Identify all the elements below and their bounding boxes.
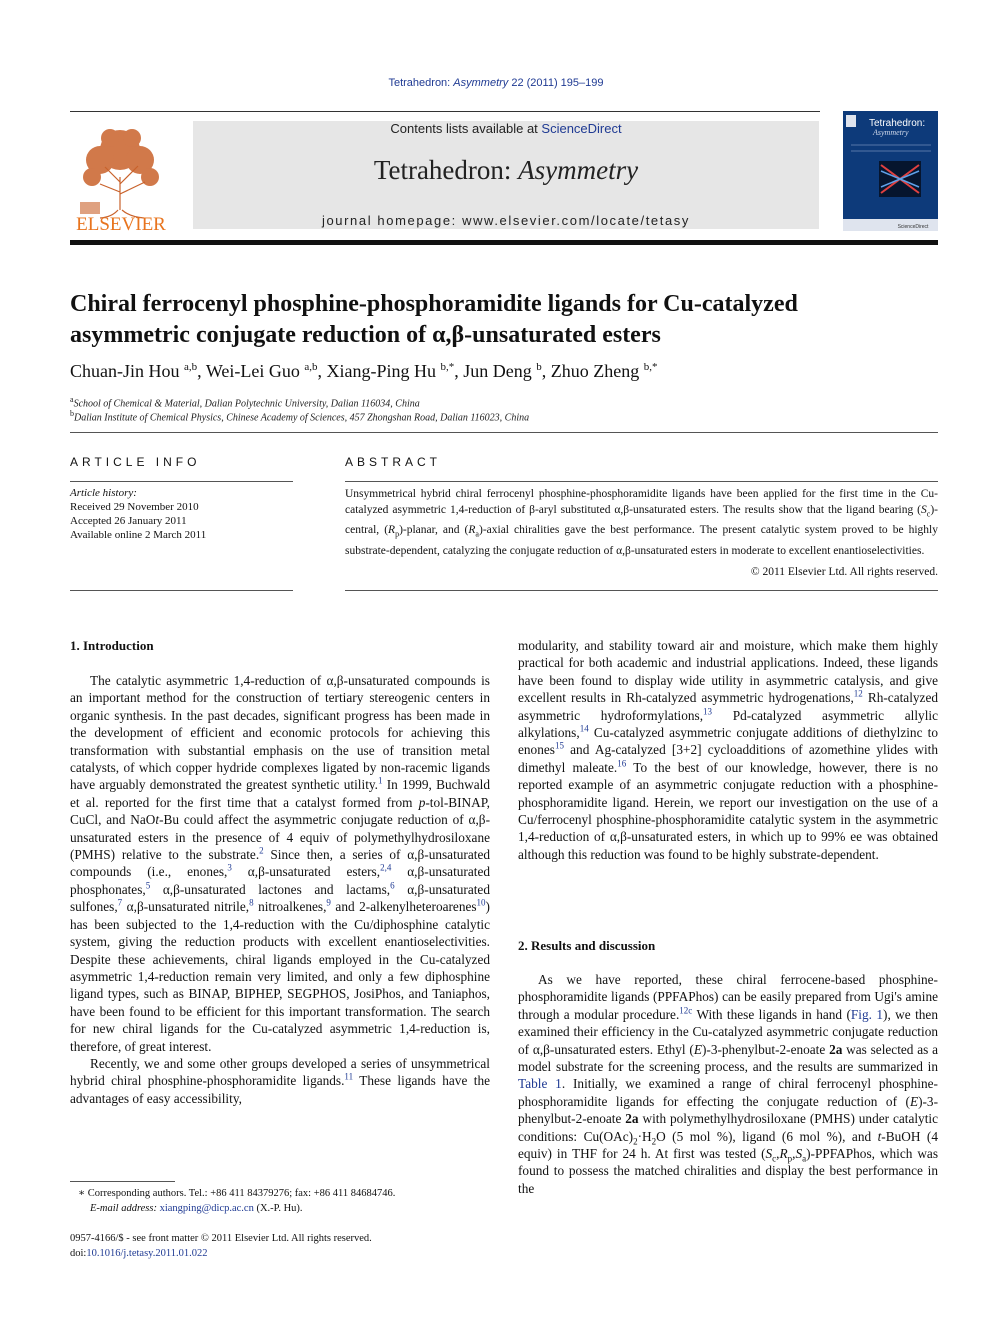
abstract-text: Unsymmetrical hybrid chiral ferrocenyl phosphine-phosphoramidite ligands have been applied for the first time in the Cu-catalyzed asymmetric 1,4-reduction of β-aryl substituted α,β-unsaturated esters. The results show that the ligand bearing $(S_c)$-central, $(R_p)$-planar, and $(R_a)$-axial chiralities gave the best performance. The present catalytic system proved to be highly substrate-dependent, catalyzing the conjugate reduction of α,β-unsaturated esters in moderate to excellent enantioselectivities. [345,488,938,557]
footnote-rule [70,1181,175,1182]
author-list: Chuan-Jin Hou $^{a,b}$, Wei-Lei Guo $^{a,b}$, Xiang-Ping Hu $^{b,*}$, Jun Deng $^b$, Zhuo Zheng $^{b,*}$ [70,361,658,381]
affiliation-rule [70,432,938,433]
contents-line: Contents lists available at ScienceDirect [390,121,622,136]
journal-cover-image[interactable] [843,111,938,231]
doi-link[interactable]: 10.1016/j.tetasy.2011.01.022 [86,1248,208,1259]
cover-artwork-icon [843,111,938,231]
article-history-label: Article history: [70,487,137,499]
article-info-heading: ARTICLE INFO [70,455,201,469]
article-info-rule-top [70,481,293,482]
abstract-rule-top [345,481,938,482]
footnote: ∗ Corresponding authors. Tel.: +86 411 84379276; fax: +86 411 84684746. E-mail address: xiangping@dicp.ac.cn (X.-P. Hu). [78,1188,396,1214]
article-info-rule-bottom [70,590,293,591]
publisher-name: ELSEVIER [76,214,166,232]
email-link[interactable]: xiangping@dicp.ac.cn [159,1203,254,1214]
header-rule [70,111,820,112]
journal-reference[interactable]: Tetrahedron: Asymmetry 22 (2011) 195–199 [388,77,604,89]
asterisk-icon: ∗ [78,1188,86,1199]
cover-title: Tetrahedron: [869,118,926,129]
section-heading-introduction: 1. Introduction [70,638,154,653]
affiliation-a: $^a$School of Chemical & Material, Dalian Polytechnic University, Dalian 116034, China [70,395,420,410]
received-date: Received 29 November 2010 [70,501,199,513]
body-right-column-top: modularity, and stability toward air and moisture, which make them highly practical for both academic and industrial applications. Indeed, these ligands have been found to display wide utility in asymmetric catalysis, and give excellent results in Rh-catalyzed asymmetric hydrogenations,$^{12}$ Rh-catalyzed asymmetric hydroformylations,$^{13}$ Pd-catalyzed asymmetric allylic alkylations,$^{14}$ Cu-catalyzed asymmetric conjugate additions of diethylzinc to enones$^{15}$ and Ag-catalyzed [3+2] cycloadditions of azomethine ylides with dimethyl maleate.$^{16}$ To the best of our knowledge, however, there is no reported example of an asymmetric conjugate reduction with a phosphine-phosphoramidite ligand. Herein, we report our investigation on the use of a Cu/ferrocenyl phosphine-phosphoramidite catalytic system in the asymmetric 1,4-reduction of α,β-unsaturated esters, in which up to 99% ee was obtained although this reduction was found to be highly substrate-dependent. [518,638,938,862]
body-left-column: The catalytic asymmetric 1,4-reduction of α,β-unsaturated compounds is an important method for the construction of tertiary stereogenic centers in organic synthesis. In the past decades, significant progress has been made in the development of efficient and economic protocols for achieving this transformation with substantial emphasis on the use of transition metal catalysts, of which copper hydride complexes ligated by non-racemic ligands have arguably demonstrated the greatest synthetic utility.$^1$ In 1999, Buchwald et al. reported for the first time that a catalyst formed from p-tol-BINAP, CuCl, and NaOt-Bu could affect the asymmetric conjugate reduction of α,β-unsaturated esters in the presence of 4 equiv of polymethylhydrosiloxane (PMHS) relative to the substrate.$^2$ Since then, a series of α,β-unsaturated compounds (i.e., enones,$^3$ α,β-unsaturated esters,$^{2,4}$ α,β-unsaturated phosphonates,$^5$ α,β-unsaturated lactones and lactams,$^6$ α,β-unsaturated sulfones,$^7$ α,β-unsaturated nitrile,$^8$ nitroalkenes,$^9$ and 2-alkenylheteroarenes$^{10}$) has been subjected to the 1,4-reduction with the Cu/diphosphine catalytic system, giving the reduction products with excellent enantioselectivities. Despite these achievements, chiral ligands employed in the Cu-catalyzed asymmetric 1,4-reduction remain very limited, and only a few diphosphine ligand types, such as BINAP, BIPHEP, SEGPHOS, JosiPhos, and Taniaphos, have been found to be efficient for this important transformation. The search for new chiral ligands for the Cu-catalyzed asymmetric 1,4-reduction is, therefore, of great interest. Recently, we and some other groups developed a series of unsymmetrical hybrid chiral phosphine-phosphoramidite ligands.$^{11}$ These ligands have the advantages of easy accessibility, [70,673,491,1106]
accepted-date: Accepted 26 January 2011 [70,515,187,527]
cover-publisher: ScienceDirect [897,224,929,230]
affiliation-b: $^b$Dalian Institute of Chemical Physics, Chinese Academy of Sciences, 457 Zhongshan Road, Dalian 116023, China [70,409,530,424]
abstract-rule-bottom [345,590,938,591]
copyright-line: © 2011 Elsevier Ltd. All rights reserved. [750,566,938,578]
elsevier-tree-icon [70,122,172,232]
online-date: Available online 2 March 2011 [70,529,207,541]
elsevier-logo [70,122,172,232]
issn-doi-block: 0957-4166/$ - see front matter © 2011 Elsevier Ltd. All rights reserved. doi:10.1016/j.tetasy.2011.01.022 [70,1233,372,1259]
header-thick-rule [70,240,938,245]
journal-title: Tetrahedron: Asymmetry [373,155,639,185]
journal-homepage-link[interactable]: journal homepage: www.elsevier.com/locate/tetasy [321,213,690,228]
abstract-heading: ABSTRACT [345,455,442,469]
sciencedirect-link[interactable]: ScienceDirect [541,121,622,136]
body-right-column-bottom: As we have reported, these chiral ferrocene-based phosphine-phosphoramidite ligands (PPFAPhos) can be easily prepared from Ugi's amine through a modular procedure.$^{12c}$ With these ligands in hand (Fig. 1), we then examined their efficiency in the Cu-catalyzed asymmetric conjugate reduction of α,β-unsaturated esters. Ethyl (E)-3-phenylbut-2-enoate 2a was selected as a model substrate for the screening process, and the results are summarized in Table 1. Initially, we examined a range of chiral ferrocenyl phosphine-phosphoramidite ligands for effecting the conjugate reduction of (E)-3-phenylbut-2-enoate 2a with polymethylhydrosiloxane (PMHS) under catalytic conditions: $Cu(OAc)_2\cdot H_2O$ (5 mol %), ligand (6 mol %), and t-BuOH (4 equiv) in THF for 24 h. At first was tested $(S_c,R_p,S_a)$-PPFAPhos, which was found to possess the matched chiralities and display the best performance in the [518,972,939,1196]
cover-subtitle: Asymmetry [873,128,909,137]
article-title: Chiral ferrocenyl phosphine-phosphoramidite ligands for Cu-catalyzed asymmetric conjugate reduction of α,β-unsaturated esters [70,291,798,348]
section-heading-results: 2. Results and discussion [518,938,656,953]
